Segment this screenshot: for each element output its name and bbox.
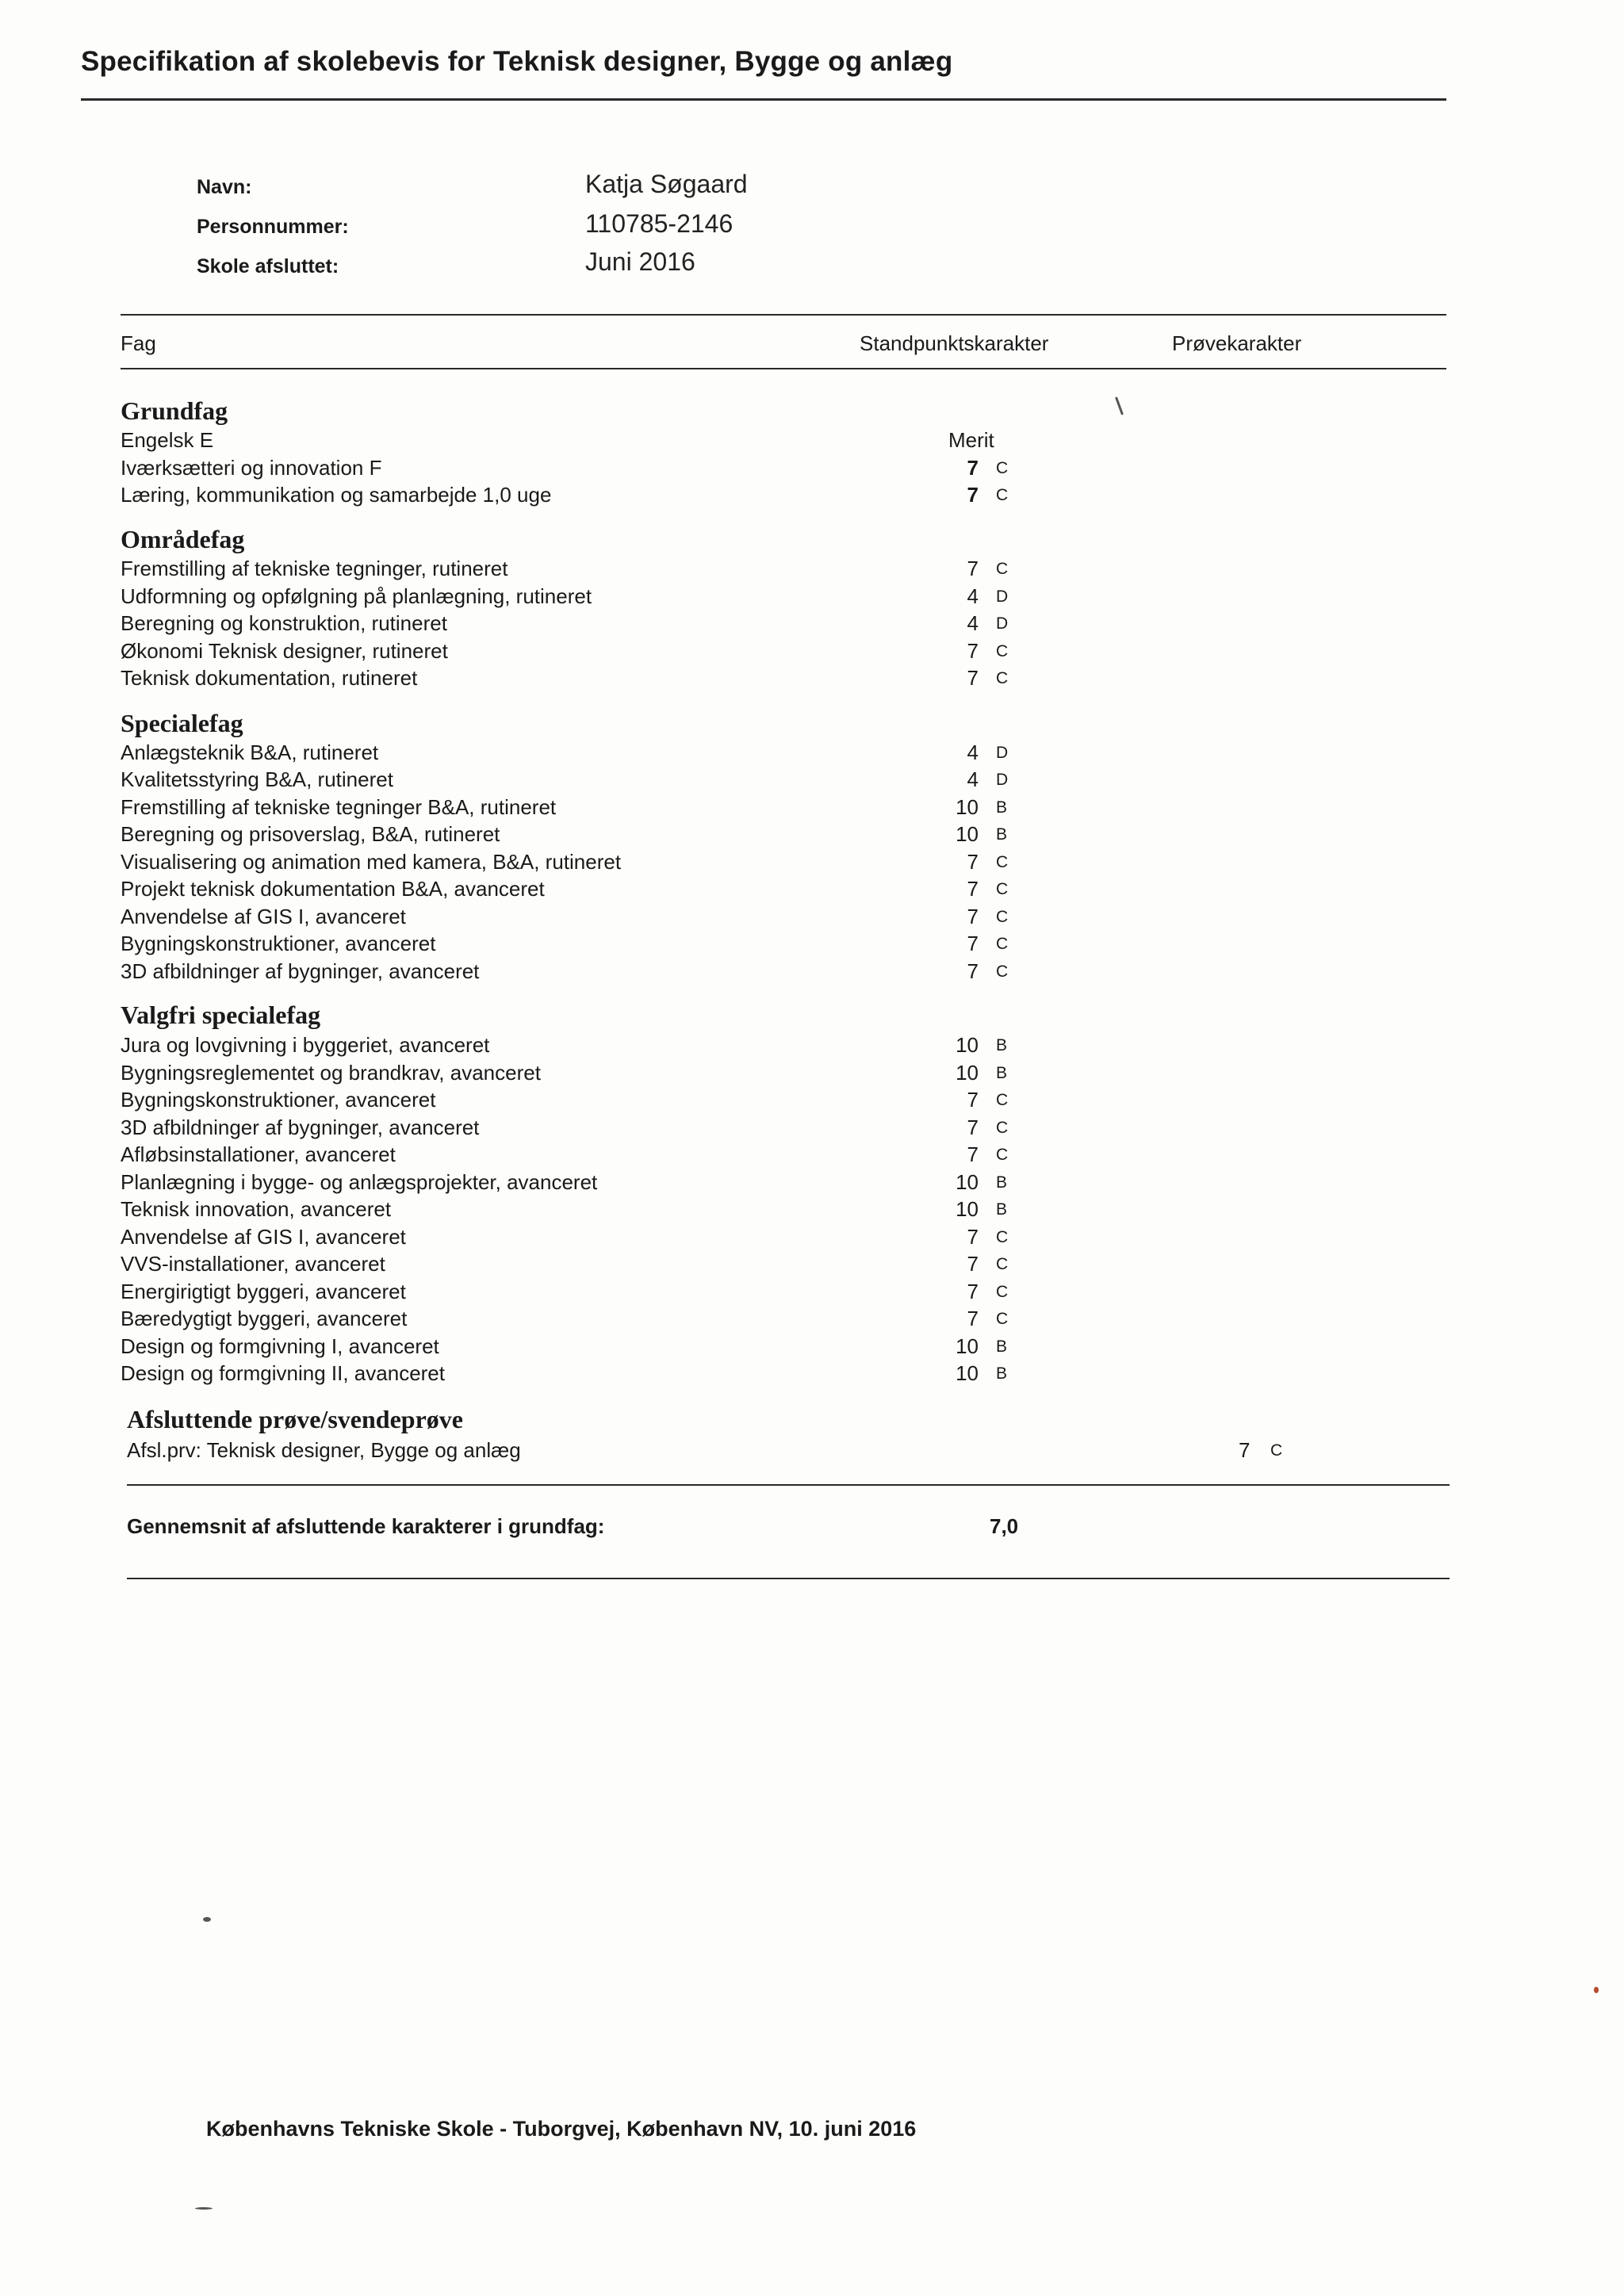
cpr-label: Personnummer: [197,216,349,238]
subject-grade: 7 [967,1142,979,1166]
finished-label: Skole afsluttet: [197,255,339,277]
cpr-value: 110785-2146 [585,209,733,238]
subject-grade: 10 [956,1061,979,1085]
subject-letter: C [996,880,1009,898]
subject-letter: C [996,1146,1009,1164]
subject-name: Økonomi Teknisk designer, rutineret [121,639,448,663]
subject-letter: B [996,1200,1008,1219]
average-label: Gennemsnit af afsluttende karakterer i grundfag: [127,1514,605,1538]
subject-grade: 10 [956,1334,979,1358]
section-valgfri: Valgfri specialefag [121,1001,321,1029]
subject-name: Design og formgivning II, avanceret [121,1361,445,1385]
scan-speck [1594,1987,1599,1993]
subject-letter: D [996,771,1009,789]
subject-letter: B [996,825,1008,844]
subject-letter: C [996,1255,1009,1273]
subject-letter: C [996,486,1009,504]
subject-letter: C [996,1091,1009,1109]
section-specialefag: Specialefag [121,709,243,737]
subject-grade: 7 [967,1280,979,1303]
subject-name: 3D afbildninger af bygninger, avanceret [121,959,480,983]
subject-grade: 10 [956,1361,979,1385]
subject-letter: C [996,908,1009,926]
subject-letter: B [996,1364,1008,1383]
subject-grade: 7 [967,1252,979,1276]
subject-name: Bygningskonstruktioner, avanceret [121,932,436,955]
subject-name: Fremstilling af tekniske tegninger B&A, rutineret [121,795,557,819]
subject-name: Design og formgivning I, avanceret [121,1334,439,1358]
subject-letter: B [996,798,1008,817]
subject-name: Iværksætteri og innovation F [121,456,382,480]
column-exam: Prøvekarakter [1172,331,1302,355]
subject-grade: Merit [948,428,994,452]
subject-grade: 4 [967,767,979,791]
subject-name: Engelsk E [121,428,214,452]
subject-name: Anvendelse af GIS I, avanceret [121,905,406,928]
subject-grade: 7 [967,959,979,983]
table-top-rule [121,314,1446,316]
subject-name: Anvendelse af GIS I, avanceret [121,1225,406,1249]
subject-grade: 7 [967,557,979,580]
subject-letter: B [996,1337,1008,1356]
scan-speck [1115,396,1124,415]
subject-grade: 10 [956,1197,979,1221]
subject-letter: C [996,1283,1009,1301]
subject-letter: C [996,1119,1009,1137]
subject-name: Kvalitetsstyring B&A, rutineret [121,767,393,791]
section-grundfag: Grundfag [121,396,228,425]
table-header-rule [121,368,1446,369]
subject-name: Teknisk innovation, avanceret [121,1197,392,1221]
subject-name: Beregning og prisoverslag, B&A, rutineret [121,822,500,846]
subject-name: Jura og lovgivning i byggeriet, avanceret [121,1033,490,1057]
subject-name: Afløbsinstallationer, avanceret [121,1142,396,1166]
subject-name: 3D afbildninger af bygninger, avanceret [121,1115,480,1139]
finished-value: Juni 2016 [585,247,695,276]
scan-speck [195,2207,213,2210]
subject-grade: 7 [967,1088,979,1112]
column-standpoint: Standpunktskarakter [860,331,1049,355]
subject-letter: C [996,962,1009,981]
subject-letter: C [996,459,1009,477]
footer-school: Københavns Tekniske Skole - Tuborgvej, København NV, 10. juni 2016 [206,2117,917,2141]
subject-name: Beregning og konstruktion, rutineret [121,611,447,635]
column-subject: Fag [121,331,156,355]
summary-bottom-rule [127,1578,1450,1579]
document-title: Specifikation af skolebevis for Teknisk designer, Bygge og anlæg [81,46,953,77]
subject-grade: 4 [967,611,979,635]
subject-grade: 10 [956,795,979,819]
subject-grade: 7 [967,1225,979,1249]
subject-grade: 4 [967,584,979,608]
subject-grade: 7 [967,456,979,480]
subject-name: Afsl.prv: Teknisk designer, Bygge og anlæg [127,1438,521,1462]
subject-grade: 7 [967,1115,979,1139]
subject-name: Planlægning i bygge- og anlægsprojekter, avanceret [121,1170,598,1194]
subject-grade: 7 [967,932,979,955]
subject-name: Fremstilling af tekniske tegninger, rutineret [121,557,508,580]
subject-letter: C [996,1310,1009,1328]
subject-grade: 7 [967,639,979,663]
subject-letter: D [996,614,1009,633]
exam-grade: 7 [1239,1438,1251,1462]
subject-letter: D [996,744,1009,762]
subject-grade: 7 [967,1307,979,1330]
subject-letter: B [996,1064,1008,1082]
subject-name: Anlægsteknik B&A, rutineret [121,740,379,764]
subject-grade: 10 [956,1170,979,1194]
section-afsluttende: Afsluttende prøve/svendeprøve [127,1405,463,1433]
subject-grade: 7 [967,905,979,928]
subject-letter: C [996,560,1009,578]
exam-letter: C [1270,1441,1283,1460]
subject-letter: C [996,669,1009,687]
subject-name: Energirigtigt byggeri, avanceret [121,1280,406,1303]
subject-grade: 7 [967,666,979,690]
section-omraadefag: Områdefag [121,525,245,553]
subject-grade: 7 [967,850,979,874]
average-value: 7,0 [990,1514,1019,1538]
subject-letter: C [996,642,1009,660]
subject-name: Teknisk dokumentation, rutineret [121,666,418,690]
subject-grade: 10 [956,822,979,846]
subject-grade: 7 [967,877,979,901]
subject-grade: 4 [967,740,979,764]
subject-name: Bygningsreglementet og brandkrav, avanceret [121,1061,541,1085]
subject-name: Projekt teknisk dokumentation B&A, avanceret [121,877,545,901]
subject-letter: B [996,1173,1008,1192]
summary-top-rule [127,1484,1450,1486]
subject-letter: C [996,935,1009,953]
subject-letter: B [996,1036,1008,1054]
name-label: Navn: [197,176,252,198]
subject-name: Bygningskonstruktioner, avanceret [121,1088,436,1112]
subject-grade: 10 [956,1033,979,1057]
scan-speck [203,1917,211,1922]
subject-name: Læring, kommunikation og samarbejde 1,0 uge [121,483,552,507]
subject-name: Visualisering og animation med kamera, B&A, rutineret [121,850,622,874]
subject-letter: C [996,853,1009,871]
subject-name: VVS-installationer, avanceret [121,1252,385,1276]
subject-grade: 7 [967,483,979,507]
subject-letter: C [996,1228,1009,1246]
title-divider [81,98,1446,101]
subject-name: Udformning og opfølgning på planlægning, rutineret [121,584,592,608]
subject-letter: D [996,587,1009,606]
name-value: Katja Søgaard [585,170,748,198]
subject-name: Bæredygtigt byggeri, avanceret [121,1307,408,1330]
